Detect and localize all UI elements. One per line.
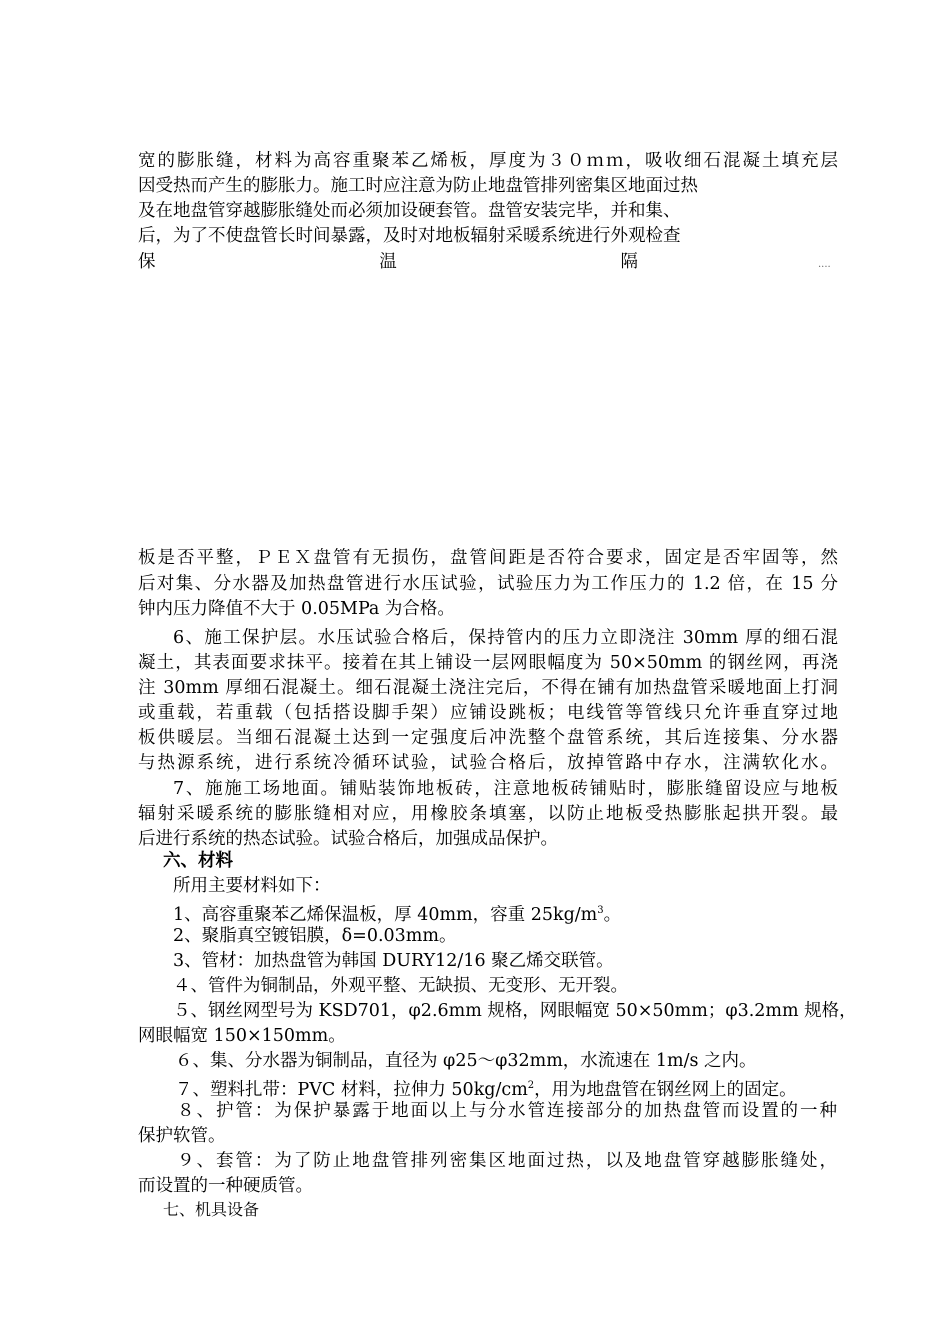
material-item: ７、塑料扎带：PVC 材料，拉伸力 $50kg/cm^2$，用为地盘管在钢丝网上的固定。 xyxy=(175,1079,797,1100)
paragraph-line: 7、施施工场地面。铺贴装饰地板砖，注意地板砖铺贴时，膨胀缝留设应与地板 xyxy=(173,779,838,799)
ellipsis-mark: .... xyxy=(818,259,831,270)
material-item: ６、集、分水器为铜制品，直径为 φ25～φ32mm，水流速在 1m/s 之内。 xyxy=(175,1051,757,1071)
paragraph-line: 辐射采暖系统的膨胀缝相对应，用橡胶条填塞，以防止地板受热膨胀起拱开裂。最 xyxy=(138,804,838,824)
material-item: ４、管件为铜制品，外观平整、无缺损、无变形、无开裂。 xyxy=(173,976,628,996)
paragraph-line: 板供暖层。当细石混凝土达到一定强度后冲洗整个盘管系统，其后连接集、分水器 xyxy=(138,728,838,748)
paragraph-line: 后对集、分水器及加热盘管进行水压试验，试验压力为工作压力的 1.2 倍，在 15 分 xyxy=(138,574,838,594)
paragraph-line: 与热源系统，进行系统冷循环试验，试验合格后，放掉管路中存水，注满软化水。 xyxy=(138,753,838,773)
paragraph-line: 6、施工保护层。水压试验合格后，保持管内的压力立即浇注 30mm 厚的细石混 xyxy=(173,628,838,648)
paragraph-line: 或重载，若重载（包括搭设脚手架）应铺设跳板；电线管等管线只允许垂直穿过地 xyxy=(138,703,838,723)
paragraph-line: 后进行系统的热态试验。试验合格后，加强成品保护。 xyxy=(138,829,558,849)
material-item: ８、护管：为保护暴露于地面以上与分水管连接部分的加热盘管而设置的一种 xyxy=(177,1101,837,1121)
paragraph-line: 后，为了不使盘管长时间暴露，及时对地板辐射采暖系统进行外观检查 xyxy=(138,226,681,246)
spaced-char: 隔 xyxy=(620,252,638,272)
paragraph-line: 宽的膨胀缝，材料为高容重聚苯乙烯板，厚度为３０ｍｍ，吸收细石混凝土填充层 xyxy=(138,151,838,171)
material-item: ５、钢丝网型号为 KSD701，φ2.6mm 规格，网眼幅宽 50×50mm；φ3.2mm 规格， xyxy=(173,1001,857,1021)
paragraph-line: 及在地盘管穿越膨胀缝处而必须加设硬套管。盘管安装完毕，并和集、 xyxy=(138,201,681,221)
spaced-line xyxy=(138,250,638,274)
material-item: 而设置的一种硬质管。 xyxy=(138,1176,313,1196)
section-heading: 六、材料 xyxy=(163,851,233,871)
material-item: 3、管材：加热盘管为韩国 DURY12/16 聚乙烯交联管。 xyxy=(173,951,614,971)
material-item: 1、高容重聚苯乙烯保温板，厚 40mm，容重 $25kg/m^3$。 xyxy=(173,904,622,925)
paragraph-line: 注 30mm 厚细石混凝土。细石混凝土浇注完后，不得在铺有加热盘管采暖地面上打洞 xyxy=(138,678,838,698)
material-item: 网眼幅宽 150×150mm。 xyxy=(138,1026,346,1046)
paragraph-line: 因受热而产生的膨胀力。施工时应注意为防止地盘管排列密集区地面过热 xyxy=(138,176,698,196)
paragraph-line: 凝土，其表面要求抹平。接着在其上铺设一层网眼幅度为 50×50mm 的钢丝网，再浇 xyxy=(138,653,838,673)
cropped-region xyxy=(752,172,842,250)
material-item: 保护软管。 xyxy=(138,1126,226,1146)
spaced-char: 温 xyxy=(379,252,397,272)
paragraph-line: 所用主要材料如下： xyxy=(173,876,331,896)
spaced-char: 保 xyxy=(138,252,156,272)
material-item: 2、聚脂真空镀铝膜，δ=0.03mm。 xyxy=(173,926,457,946)
paragraph-line: 钟内压力降值不大于 0.05MPa 为合格。 xyxy=(138,599,455,619)
material-item: ９、套管：为了防止地盘管排列密集区地面过热，以及地盘管穿越膨胀缝处， xyxy=(177,1151,837,1171)
paragraph-line: 板是否平整，ＰＥＸ盘管有无损伤，盘管间距是否符合要求，固定是否牢固等，然 xyxy=(138,548,838,568)
section-heading: 七、机具设备 xyxy=(163,1200,260,1219)
